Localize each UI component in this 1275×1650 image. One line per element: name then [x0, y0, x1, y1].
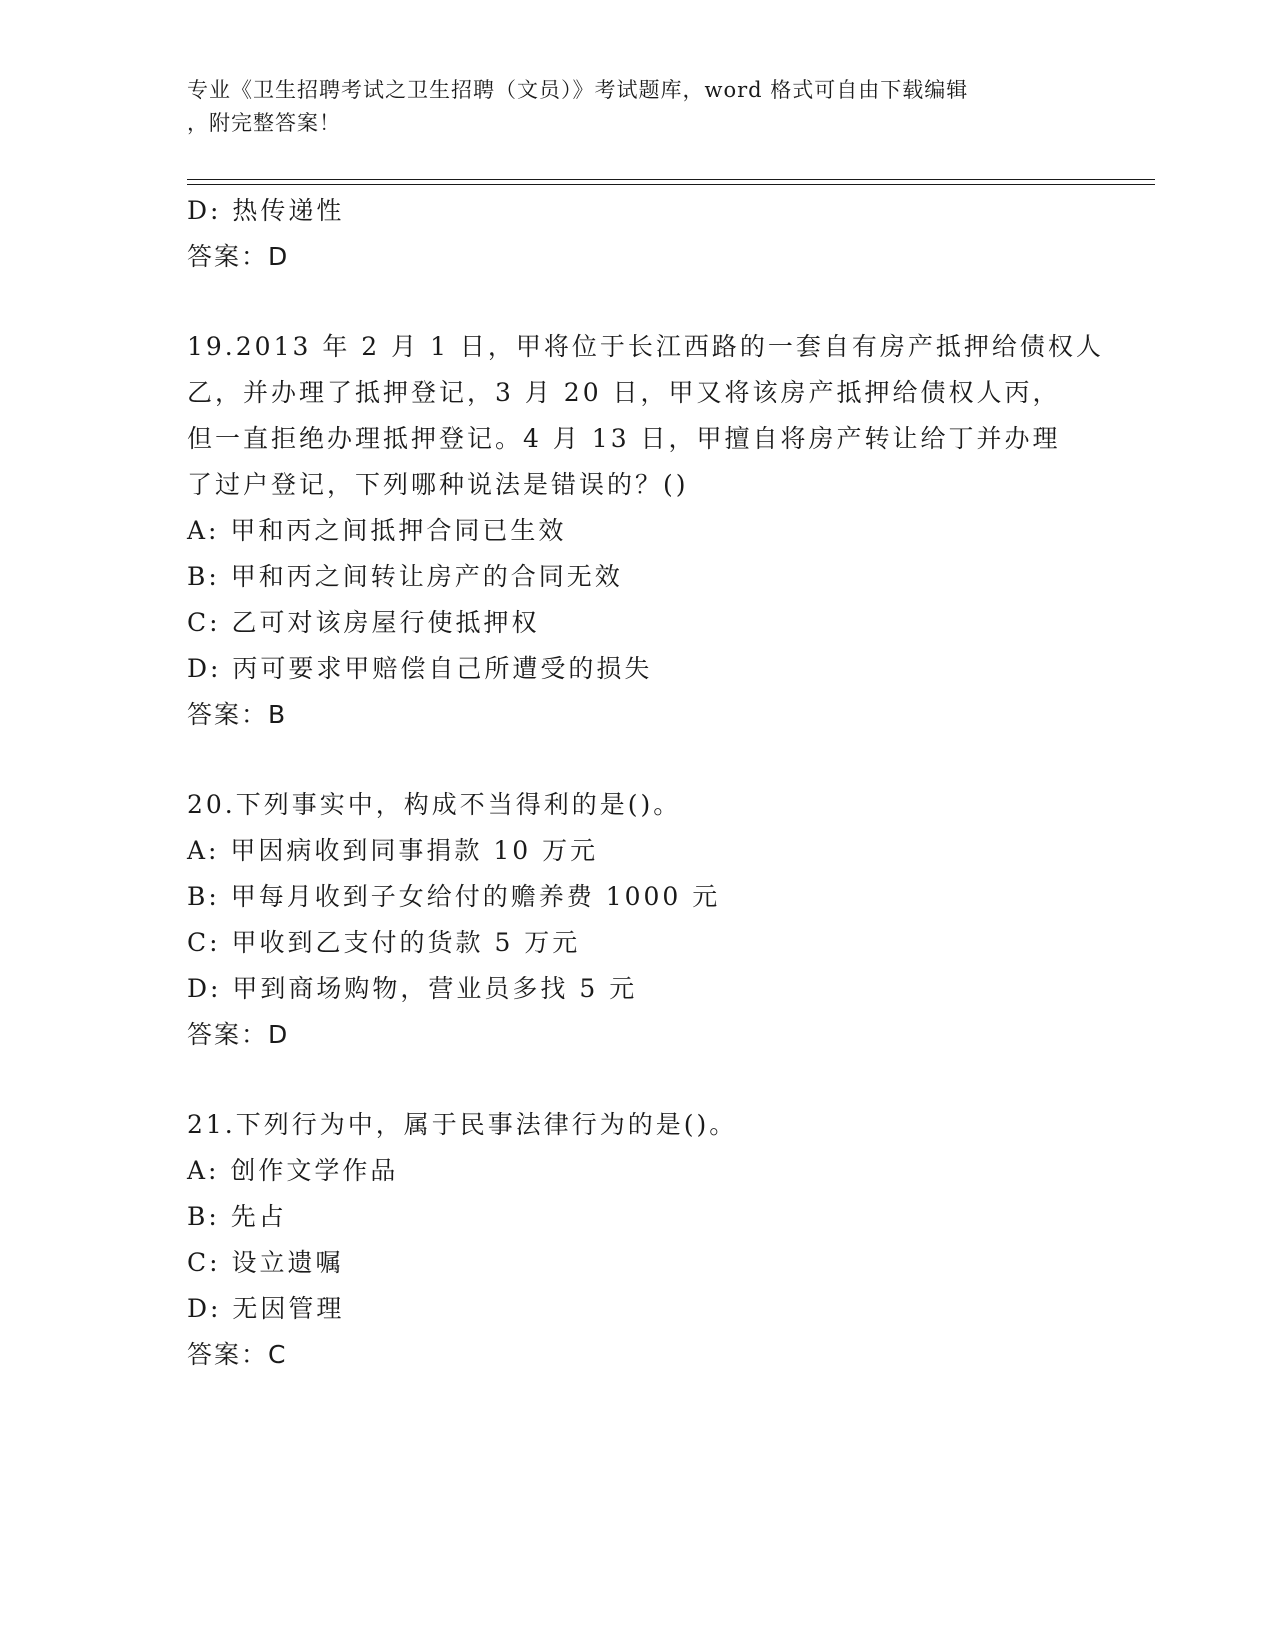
answer-line: 答案：D	[187, 1020, 290, 1049]
option-c: C: 甲收到乙支付的货款 5 万元	[187, 928, 581, 957]
header-line-2: ，附完整答案！	[187, 111, 341, 135]
question-text-line: 了过户登记，下列哪种说法是错误的？()	[187, 470, 689, 499]
option-b: B: 甲每月收到子女给付的赡养费 1000 元	[187, 882, 721, 911]
option-d: D: 无因管理	[187, 1294, 345, 1323]
question-text-line: 但一直拒绝办理抵押登记。4 月 13 日，甲擅自将房产转让给丁并办理	[187, 424, 1061, 453]
question-text-line: 21.下列行为中，属于民事法律行为的是()。	[187, 1110, 738, 1139]
question-21	[187, 1102, 1107, 1378]
question-19	[187, 324, 1107, 738]
document-header	[187, 74, 1067, 140]
option-b: B: 甲和丙之间转让房产的合同无效	[187, 562, 623, 591]
question-text-line: 乙，并办理了抵押登记，3 月 20 日，甲又将该房产抵押给债权人丙，	[187, 378, 1061, 407]
header-line-1: 专业《卫生招聘考试之卫生招聘（文员）》考试题库，word 格式可自由下载编辑	[187, 78, 969, 102]
option-a: A: 甲和丙之间抵押合同已生效	[187, 516, 567, 545]
option-c: C: 设立遗嘱	[187, 1248, 344, 1277]
document-body	[187, 188, 1107, 1378]
option-d: D: 甲到商场购物，营业员多找 5 元	[187, 974, 638, 1003]
option-d: D: 丙可要求甲赔偿自己所遭受的损失	[187, 654, 653, 683]
answer-line: 答案：C	[187, 1340, 288, 1369]
question-text-line: 20.下列事实中，构成不当得利的是()。	[187, 790, 682, 819]
answer-line: 答案：D	[187, 242, 290, 271]
header-divider-top	[187, 179, 1155, 180]
partial-question	[187, 188, 1107, 280]
option-c: C: 乙可对该房屋行使抵押权	[187, 608, 540, 637]
option-a: A: 创作文学作品	[187, 1156, 399, 1185]
question-text-line: 19.2013 年 2 月 1 日，甲将位于长江西路的一套自有房产抵押给债权人	[187, 332, 1104, 361]
option-a: A: 甲因病收到同事捐款 10 万元	[187, 836, 599, 865]
header-divider-bottom	[187, 184, 1155, 185]
answer-line: 答案：B	[187, 700, 288, 729]
option-b: B: 先占	[187, 1202, 287, 1231]
option-d: D: 热传递性	[187, 196, 345, 225]
question-20	[187, 782, 1107, 1058]
